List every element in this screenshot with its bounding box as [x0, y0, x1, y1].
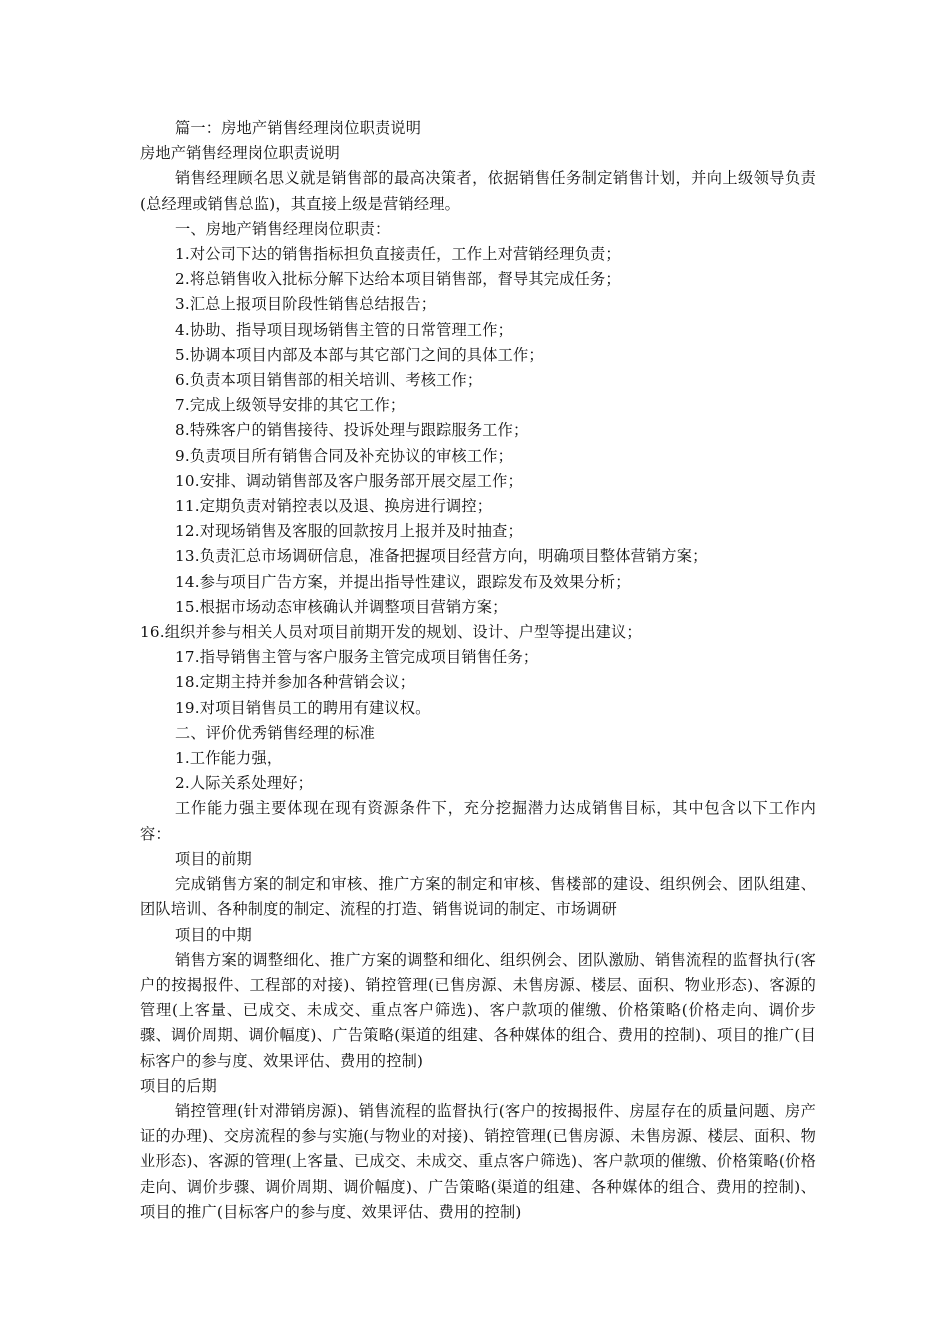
duty-item: 17.指导销售主管与客户服务主管完成项目销售任务；: [175, 648, 539, 667]
duty-item: 15.根据市场动态审核确认并调整项目营销方案；: [175, 597, 508, 616]
duty-item: 2.将总销售收入批标分解下达给本项目销售部，督导其完成任务；: [175, 270, 621, 289]
duty-item: 5.协调本项目内部及本部与其它部门之间的具体工作；: [175, 345, 544, 364]
duty-item: 7.完成上级领导安排的其它工作；: [175, 396, 406, 415]
ability-paragraph: 工作能力强主要体现在现有资源条件下，充分挖掘潜力达成销售目标，其中包含以下工作内容：: [140, 799, 816, 843]
early-phase-text: 完成销售方案的制定和审核、推广方案的制定和审核、售楼部的建设、组织例会、团队组建、团队培训、各种制度的制定、流程的打造、销售说词的制定、市场调研: [140, 875, 816, 919]
duty-item: 1.对公司下达的销售指标担负直接责任，工作上对营销经理负责；: [175, 245, 621, 264]
late-phase-text: 销控管理(针对滞销房源)、销售流程的监督执行(客户的按揭报件、房屋存在的质量问题、房产证的办理)、交房流程的参与实施(与物业的对接)、销控管理(已售房源、未售房源、楼层、面积、物业形态)、客源的管理(上客量、已成交、未成交、重点客户筛选)、客户款项的催缴、价格策略(价格走向、调价步骤、调价周期、调价幅度)、广告策略(渠道的组建、各种媒体的组合、费用的控制)、项目的推广(目标客户的参与度、效果评估、费用的控制): [140, 1101, 816, 1221]
duty-item: 19.对项目销售员工的聘用有建议权。: [175, 698, 431, 717]
section-title-standards: 二、评价优秀销售经理的标准: [175, 723, 376, 742]
mid-phase-title: 项目的中期: [175, 925, 252, 944]
late-phase-title: 项目的后期: [140, 1076, 217, 1095]
duty-item: 11.定期负责对销控表以及退、换房进行调控；: [175, 497, 493, 516]
duty-item: 10.安排、调动销售部及客户服务部开展交屋工作；: [175, 471, 523, 490]
duty-item: 18.定期主持并参加各种营销会议；: [175, 673, 416, 692]
section-title-duties: 一、房地产销售经理岗位职责：: [175, 219, 391, 238]
duty-item: 9.负责项目所有销售合同及补充协议的审核工作；: [175, 446, 514, 465]
document-heading: 篇一：房地产销售经理岗位职责说明: [175, 119, 422, 137]
duty-item: 12.对现场销售及客服的回款按月上报并及时抽查；: [175, 522, 523, 541]
document-title: 房地产销售经理岗位职责说明: [140, 144, 341, 163]
duty-item: 8.特殊客户的销售接待、投诉处理与跟踪服务工作；: [175, 421, 529, 440]
duty-item: 6.负责本项目销售部的相关培训、考核工作；: [175, 371, 483, 390]
duty-item: 16.组织并参与相关人员对项目前期开发的规划、设计、户型等提出建议；: [140, 623, 642, 642]
duty-item: 4.协助、指导项目现场销售主管的日常管理工作；: [175, 320, 514, 339]
early-phase-title: 项目的前期: [175, 849, 252, 868]
standard-item: 2.人际关系处理好；: [175, 774, 313, 793]
duty-item: 3.汇总上报项目阶段性销售总结报告；: [175, 295, 437, 314]
duty-item: 13.负责汇总市场调研信息，准备把握项目经营方向，明确项目整体营销方案；: [175, 547, 708, 566]
intro-paragraph: 销售经理顾名思义就是销售部的最高决策者，依据销售任务制定销售计划，并向上级领导负责(总经理或销售总监)，其直接上级是营销经理。: [140, 169, 816, 213]
standard-item: 1.工作能力强，: [175, 749, 283, 768]
duty-item: 14.参与项目广告方案，并提出指导性建议，跟踪发布及效果分析；: [175, 572, 631, 591]
mid-phase-text: 销售方案的调整细化、推广方案的调整和细化、组织例会、团队激励、销售流程的监督执行(客户的按揭报件、工程部的对接)、销控管理(已售房源、未售房源、楼层、面积、物业形态)、客源的管理(上客量、已成交、未成交、重点客户筛选)、客户款项的催缴、价格策略(价格走向、调价步骤、调价周期、调价幅度)、广告策略(渠道的组建、各种媒体的组合、费用的控制)、项目的推广(目标客户的参与度、效果评估、费用的控制): [140, 950, 816, 1070]
document-body: [140, 116, 816, 1225]
